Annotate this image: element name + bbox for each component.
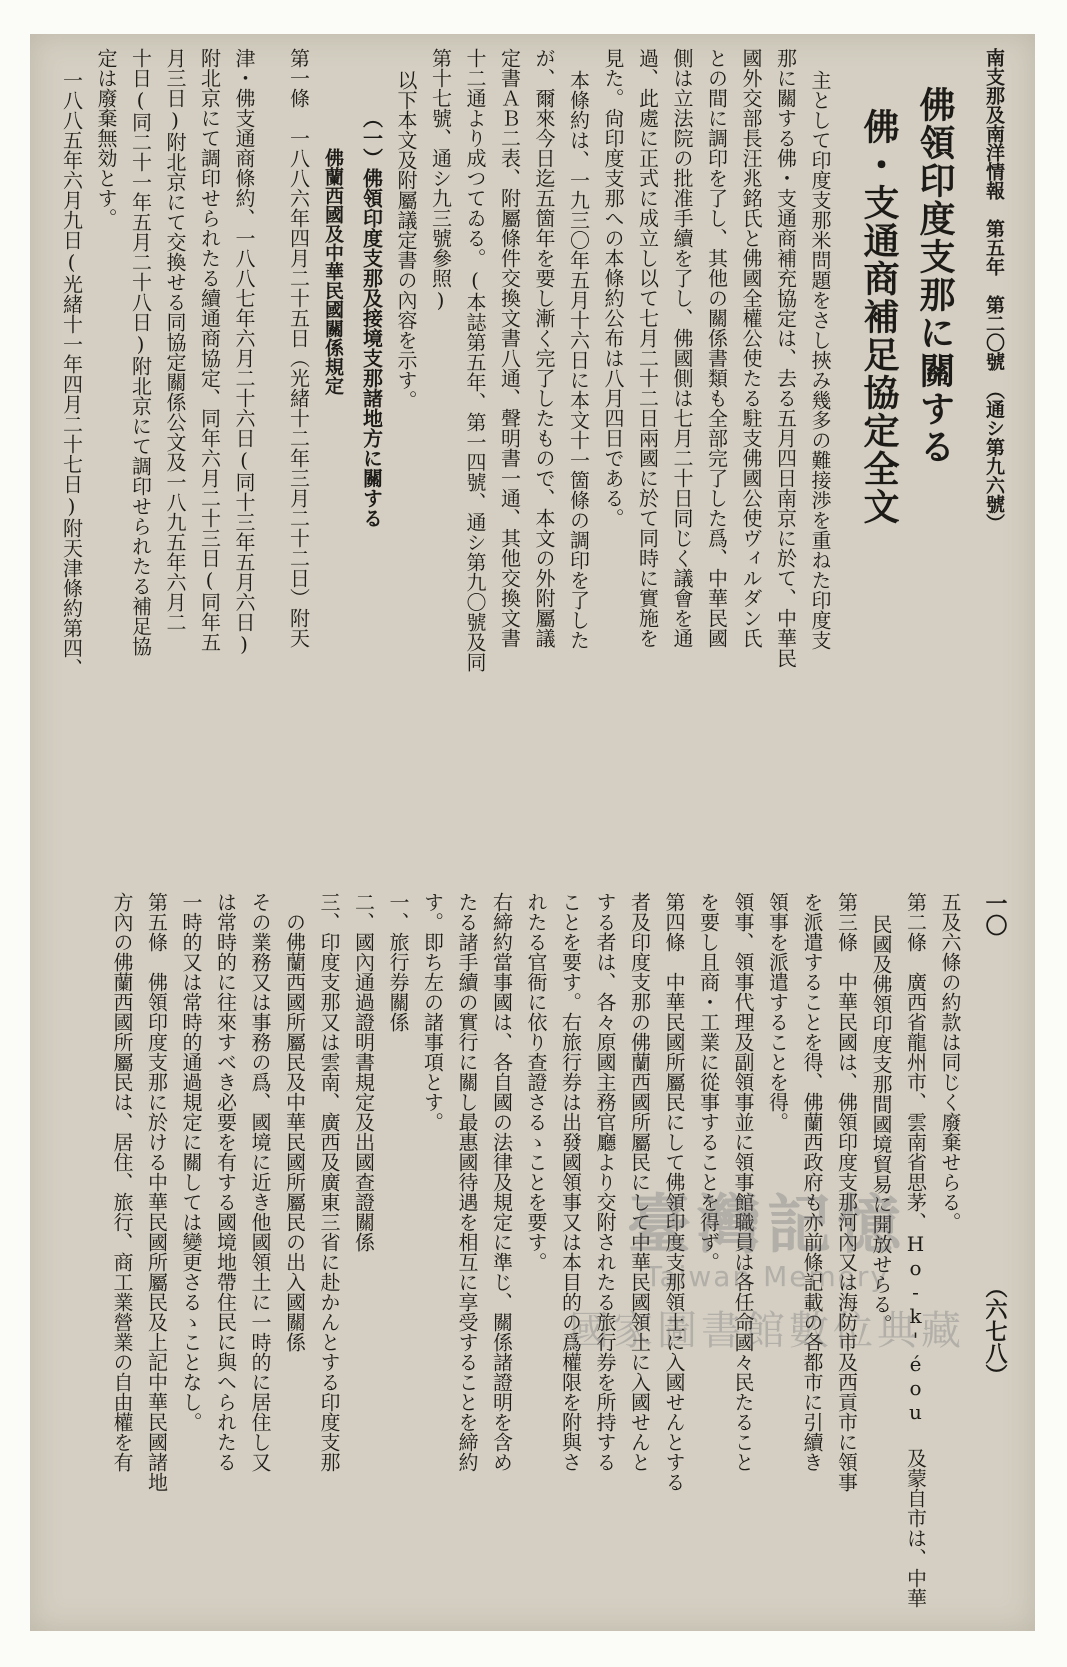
text-column: 以下本文及附屬議定書の內容を示す。 — [394, 70, 418, 410]
text-column: 第五條 佛領印度支那に於ける中華民國所屬民及上記中華民國諸地 — [144, 892, 169, 1492]
text-column: は常時的に往來すべき必要を有する國境地帶住民に與へられたる — [213, 892, 238, 1472]
text-column: 第三條 中華民國は、佛領印度支那河內又は海防市及西貢市に領事 — [834, 892, 859, 1492]
text-column: 五及六條の約款は同じく廢棄せらる。 — [938, 892, 962, 1232]
text-column: 過、此處に正式に成立し以て七月二十二日兩國に於て同時に實施を — [635, 48, 660, 648]
section-heading — [354, 48, 389, 528]
text-column: 主として印度支那米問題をさし挾み幾多の難接渉を重ねた印度支 — [808, 70, 832, 650]
watermark-institution: 國家圖書館數位典藏 — [569, 1308, 965, 1354]
section-number: （一） — [359, 108, 384, 168]
list-item: 一、旅行券關係 — [386, 892, 410, 1032]
text-column: その業務又は事務の爲、國境に近き他國領土に一時的に居住し又 — [248, 892, 272, 1472]
section-title: 佛領印度支那及接境支那諸地方に關する — [359, 168, 384, 528]
text-column: 國外交部長汪兆銘氏と佛國全權公使たる駐支佛國公使ヴィルダン氏 — [739, 48, 763, 648]
text-column: 右締約當事國は、各自國の法律及規定に準じ、關係諸證明を含め — [489, 892, 514, 1472]
text-column: 領事、領事代理及副領事並に領事館職員は各任命國々民たること — [731, 892, 755, 1472]
article-1-column: 定は廢棄無効とす。 — [94, 48, 118, 228]
text-column: 第二條 廣西省龍州市、雲南省思茅、Ho-k'éou 及蒙自市は、中華 — [903, 892, 928, 1608]
text-column: を要し且商・工業に從事することを得ず。 — [696, 892, 721, 1272]
running-header: 南支那及南洋情報 第五年 第二〇號 （通シ第九六號） — [983, 48, 1005, 533]
page-number-local: 一〇 — [982, 892, 1008, 936]
document-page — [30, 34, 1035, 1631]
text-column: 那に關する佛・支通商補充協定は、去る五月四日南京に於て、中華民 — [773, 48, 798, 668]
text-column: れたる官衙に依り查證さるゝことを要す。 — [524, 892, 548, 1272]
text-column: 本條約は、一九三〇年五月十六日に本文十一箇條の調印を了した — [566, 70, 591, 650]
text-column: 方內の佛蘭西國所屬民は、居住、旅行、商工業營業の自由權を有 — [110, 892, 134, 1472]
text-column: たる諸手續の實行に關し最惠國待遇を相互に享受することを締約 — [455, 892, 479, 1472]
page-number-total: （六七八） — [982, 1276, 1008, 1386]
archive-watermark — [569, 1174, 965, 1356]
text-column: 第四條 中華民國所屬民にして佛領印度支那領土に入國せんとする — [662, 892, 686, 1492]
text-column: 領事を派遣することを得。 — [765, 892, 790, 1132]
page-number — [975, 892, 1015, 1386]
title-line-1: 佛領印度支那に關する — [914, 86, 956, 466]
text-column: 十二通より成つてゐる。(本誌第五年、第一四號、通シ第九〇號及同 — [463, 48, 487, 672]
text-column: ことを要す。右旅行券は出發國領事又は本目的の爲權限を附與さ — [558, 892, 583, 1472]
watermark-subtitle: Taiwan Memory — [645, 1260, 889, 1293]
article-1-column: 一八八五年六月九日(光緒十一年四月二十七日)附天津條約第四、 — [59, 70, 84, 678]
article-1-column: 月三日)附北京にて交換せる同協定關係公文及一八九五年六月二 — [163, 48, 187, 632]
text-column: 第十七號、通シ九三號參照) — [428, 48, 453, 312]
watermark-title: 臺灣記憶 — [627, 1189, 907, 1263]
article-1-column: 津・佛支通商條約、一八八七年六月二十六日(同十三年五月六日) — [232, 48, 256, 656]
text-column: 一時的又は常時的通過規定に關しては變更さるゝことなし。 — [179, 892, 203, 1432]
text-column: する者は、各々原國主務官廳より交附されたる旅行券を所持する — [593, 892, 617, 1472]
text-column: を派遣することを得、佛蘭西政府も亦前條記載の各都市に引續き — [800, 892, 824, 1472]
list-item: 三、印度支那又は雲南、廣西及廣東三省に赴かんとする印度支那 — [317, 892, 341, 1472]
text-column: 定書ＡＢ二表、附屬條件交換文書八通、聲明書一通、其他交換文書 — [497, 48, 522, 648]
text-column: 側は立法院の批准手續を了し、佛國側は七月二十日同じく議會を通 — [670, 48, 694, 648]
article-1-column: 附北京にて調印せられたる續通商協定、同年六月二十三日(同年五 — [197, 48, 222, 652]
text-column: す。即ち左の諸事項とす。 — [420, 892, 445, 1132]
section-subheading: 佛蘭西國及中華民國關係規定 — [322, 148, 344, 395]
title-line-2: 佛・支通商補足協定全文 — [858, 108, 900, 526]
text-column: が、爾來今日迄五箇年を要し漸く完了したもので、本文の外附屬議 — [532, 48, 556, 648]
text-column: 者及印度支那の佛蘭西國所屬民にして中華民國領土に入國せんと — [627, 892, 652, 1472]
article-1-column: 十日(同二十一年五月二十八日)附北京にて調印せられたる補足協 — [128, 48, 153, 656]
list-item: 二、國內通過證明書規定及出國查證關係 — [351, 892, 376, 1252]
text-column: 民國及佛領印度支那間國境貿易に開放せらる。 — [869, 914, 893, 1334]
text-column: との間に調印を了し、其他の關係書類も全部完了した爲、中華民國 — [704, 48, 729, 648]
article-1-column: 第一條 一八八六年四月二十五日（光緒十二年三月二十二日）附天 — [286, 48, 311, 648]
list-item: の佛蘭西國所屬民及中華民國所屬民の出入國關係 — [282, 892, 307, 1352]
text-column: 見た。尙印度支那への本條約公布は八月四日である。 — [601, 48, 625, 528]
upper-half — [50, 48, 1015, 858]
